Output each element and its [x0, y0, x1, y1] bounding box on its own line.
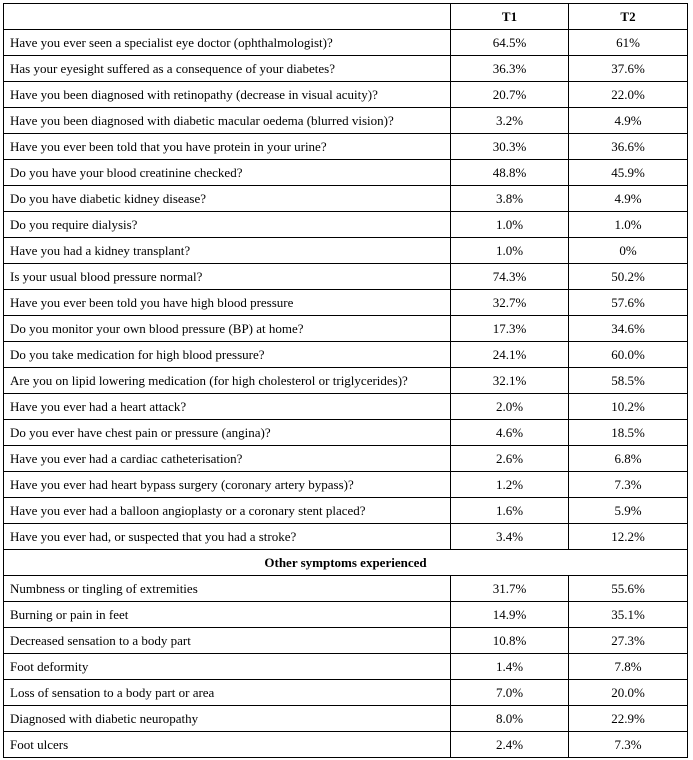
question-cell: Have you ever had a heart attack? [4, 394, 451, 420]
table-row [4, 264, 688, 290]
table-row [4, 420, 688, 446]
t1-value-cell: 1.4% [451, 654, 569, 680]
t1-value-cell: 1.2% [451, 472, 569, 498]
question-cell: Burning or pain in feet [4, 602, 451, 628]
t2-value-cell: 57.6% [569, 290, 688, 316]
t1-value-cell: 7.0% [451, 680, 569, 706]
t1-value-cell: 32.1% [451, 368, 569, 394]
table-row [4, 212, 688, 238]
question-cell: Do you require dialysis? [4, 212, 451, 238]
question-cell: Have you ever had, or suspected that you had a stroke? [4, 524, 451, 550]
table-row [4, 238, 688, 264]
question-cell: Have you ever had a cardiac catheterisation? [4, 446, 451, 472]
t2-value-cell: 61% [569, 30, 688, 56]
table-row [4, 654, 688, 680]
t2-value-cell: 22.9% [569, 706, 688, 732]
t1-value-cell: 10.8% [451, 628, 569, 654]
t2-value-cell: 7.8% [569, 654, 688, 680]
t2-value-cell: 27.3% [569, 628, 688, 654]
table-row [4, 160, 688, 186]
results-table [3, 3, 688, 758]
t1-value-cell: 3.2% [451, 108, 569, 134]
table-row [4, 108, 688, 134]
t2-value-cell: 45.9% [569, 160, 688, 186]
question-cell: Have you ever had heart bypass surgery (coronary artery bypass)? [4, 472, 451, 498]
t1-value-cell: 30.3% [451, 134, 569, 160]
table-row [4, 368, 688, 394]
t2-value-cell: 0% [569, 238, 688, 264]
t1-value-cell: 2.4% [451, 732, 569, 758]
table-row [4, 524, 688, 550]
t2-value-cell: 6.8% [569, 446, 688, 472]
header-question [4, 4, 451, 30]
section-b-body [4, 576, 688, 758]
t2-value-cell: 4.9% [569, 108, 688, 134]
t2-value-cell: 37.6% [569, 56, 688, 82]
t1-value-cell: 64.5% [451, 30, 569, 56]
section-a-body [4, 30, 688, 550]
t2-value-cell: 35.1% [569, 602, 688, 628]
section-b-header-row [4, 550, 688, 576]
t1-value-cell: 17.3% [451, 316, 569, 342]
t1-value-cell: 3.8% [451, 186, 569, 212]
t1-value-cell: 1.0% [451, 238, 569, 264]
t1-value-cell: 48.8% [451, 160, 569, 186]
t2-value-cell: 7.3% [569, 732, 688, 758]
t2-value-cell: 60.0% [569, 342, 688, 368]
table-row [4, 82, 688, 108]
table-row [4, 498, 688, 524]
table-row [4, 56, 688, 82]
t2-value-cell: 36.6% [569, 134, 688, 160]
t2-value-cell: 1.0% [569, 212, 688, 238]
question-cell: Do you ever have chest pain or pressure (angina)? [4, 420, 451, 446]
t2-value-cell: 4.9% [569, 186, 688, 212]
question-cell: Do you monitor your own blood pressure (BP) at home? [4, 316, 451, 342]
question-cell: Do you have diabetic kidney disease? [4, 186, 451, 212]
question-cell: Do you take medication for high blood pressure? [4, 342, 451, 368]
question-cell: Are you on lipid lowering medication (for high cholesterol or triglycerides)? [4, 368, 451, 394]
question-cell: Have you ever had a balloon angioplasty or a coronary stent placed? [4, 498, 451, 524]
table-row [4, 680, 688, 706]
t2-value-cell: 18.5% [569, 420, 688, 446]
t1-value-cell: 20.7% [451, 82, 569, 108]
question-cell: Decreased sensation to a body part [4, 628, 451, 654]
table-row [4, 290, 688, 316]
question-cell: Have you had a kidney transplant? [4, 238, 451, 264]
t1-value-cell: 2.6% [451, 446, 569, 472]
question-cell: Diagnosed with diabetic neuropathy [4, 706, 451, 732]
t1-value-cell: 8.0% [451, 706, 569, 732]
t1-value-cell: 14.9% [451, 602, 569, 628]
table-row [4, 30, 688, 56]
question-cell: Have you been diagnosed with retinopathy (decrease in visual acuity)? [4, 82, 451, 108]
t2-value-cell: 5.9% [569, 498, 688, 524]
table-row [4, 186, 688, 212]
table-row [4, 732, 688, 758]
t2-value-cell: 55.6% [569, 576, 688, 602]
question-cell: Is your usual blood pressure normal? [4, 264, 451, 290]
question-cell: Foot ulcers [4, 732, 451, 758]
t2-value-cell: 58.5% [569, 368, 688, 394]
question-cell: Have you ever been told that you have protein in your urine? [4, 134, 451, 160]
t1-value-cell: 1.0% [451, 212, 569, 238]
t1-value-cell: 3.4% [451, 524, 569, 550]
question-cell: Foot deformity [4, 654, 451, 680]
t1-value-cell: 1.6% [451, 498, 569, 524]
question-cell: Have you ever seen a specialist eye doctor (ophthalmologist)? [4, 30, 451, 56]
t1-value-cell: 74.3% [451, 264, 569, 290]
header-t1: T1 [451, 4, 569, 30]
table-row [4, 706, 688, 732]
t2-value-cell: 12.2% [569, 524, 688, 550]
header-row [4, 4, 688, 30]
table-row [4, 472, 688, 498]
question-cell: Do you have your blood creatinine checked? [4, 160, 451, 186]
table-row [4, 576, 688, 602]
question-cell: Loss of sensation to a body part or area [4, 680, 451, 706]
t2-value-cell: 20.0% [569, 680, 688, 706]
header-t2: T2 [569, 4, 688, 30]
t1-value-cell: 4.6% [451, 420, 569, 446]
t2-value-cell: 7.3% [569, 472, 688, 498]
question-cell: Have you been diagnosed with diabetic macular oedema (blurred vision)? [4, 108, 451, 134]
table-row [4, 602, 688, 628]
t1-value-cell: 2.0% [451, 394, 569, 420]
t2-value-cell: 34.6% [569, 316, 688, 342]
t2-value-cell: 22.0% [569, 82, 688, 108]
table-row [4, 446, 688, 472]
t1-value-cell: 24.1% [451, 342, 569, 368]
t1-value-cell: 36.3% [451, 56, 569, 82]
section-b-title: Other symptoms experienced [4, 550, 688, 576]
t2-value-cell: 10.2% [569, 394, 688, 420]
t1-value-cell: 31.7% [451, 576, 569, 602]
table-row [4, 316, 688, 342]
table-row [4, 342, 688, 368]
question-cell: Have you ever been told you have high blood pressure [4, 290, 451, 316]
t2-value-cell: 50.2% [569, 264, 688, 290]
table-row [4, 394, 688, 420]
table-row [4, 628, 688, 654]
question-cell: Numbness or tingling of extremities [4, 576, 451, 602]
table-row [4, 134, 688, 160]
question-cell: Has your eyesight suffered as a consequence of your diabetes? [4, 56, 451, 82]
t1-value-cell: 32.7% [451, 290, 569, 316]
